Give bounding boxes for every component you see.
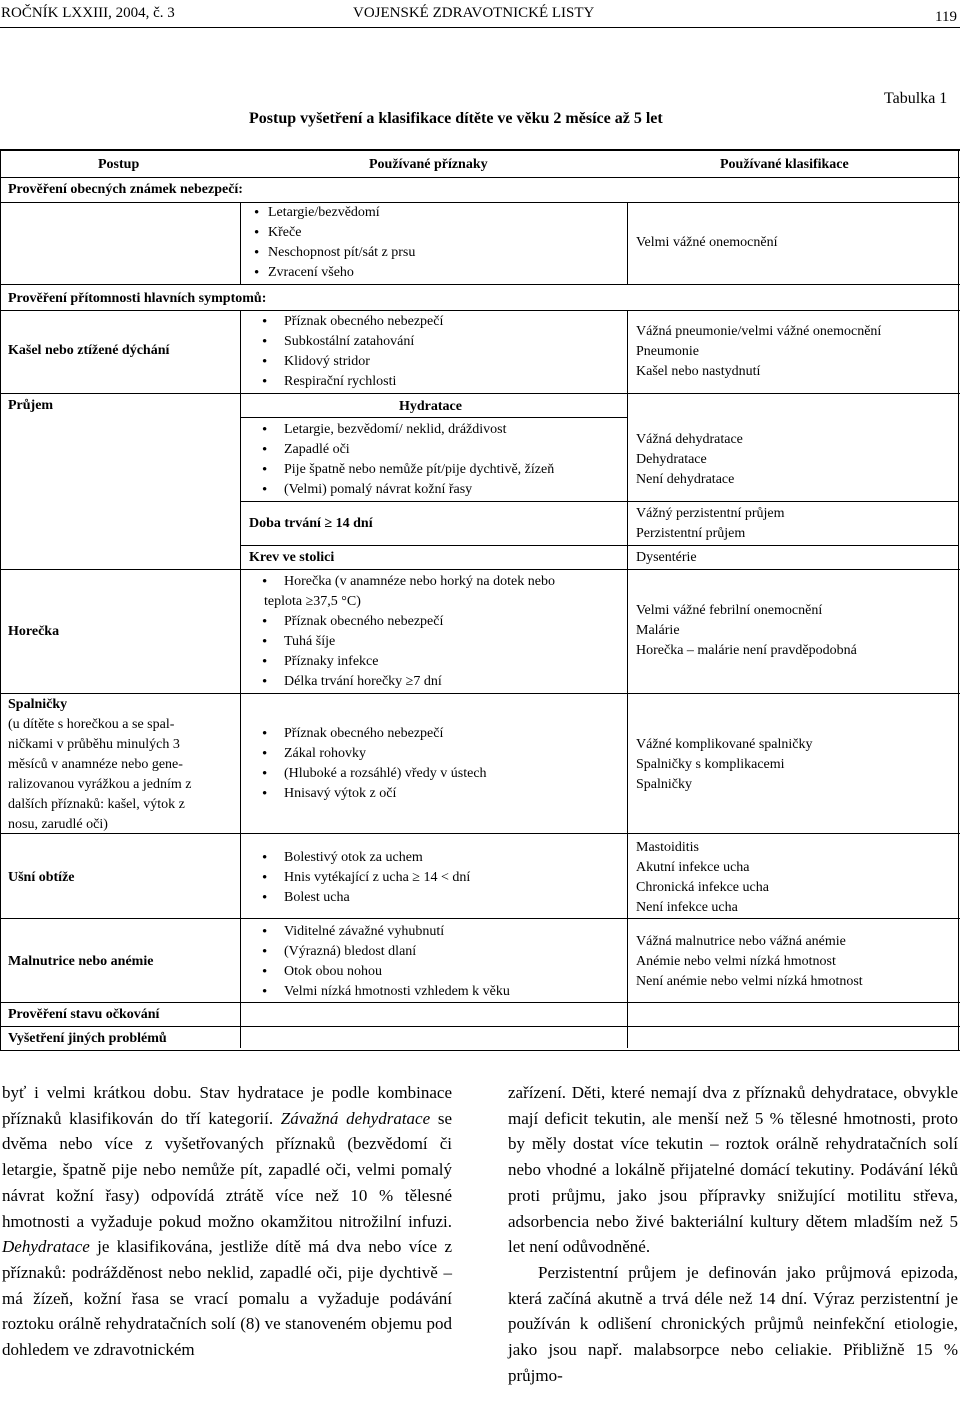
measles-desc-line: nosu, zarudlé oči) bbox=[8, 817, 108, 832]
list-item: Není anémie nebo velmi nízká hmotnost bbox=[636, 974, 863, 989]
blood-in-stool-label: Krev ve stolici bbox=[249, 550, 335, 565]
measles-desc-line: ralizovanou vyrážkou a jedním z bbox=[8, 777, 192, 792]
cough-signs-list bbox=[254, 312, 443, 392]
classification-cough bbox=[636, 322, 881, 382]
danger-signs-list bbox=[248, 203, 415, 283]
list-item: • Křeče bbox=[248, 223, 415, 243]
fever-signs-list bbox=[254, 572, 555, 692]
list-item: • Příznak obecného nebezpečí bbox=[254, 724, 487, 744]
row-rule bbox=[0, 310, 960, 311]
list-item: Není infekce ucha bbox=[636, 900, 738, 915]
list-item: • Otok obou nohou bbox=[254, 962, 510, 982]
term-dehydration: Dehydratace bbox=[2, 1237, 90, 1257]
list-item: Perzistentní průjem bbox=[636, 526, 746, 541]
row-rule bbox=[0, 918, 960, 919]
row-label-fever: Horečka bbox=[8, 624, 60, 639]
measles-desc-line: ničkami v průběhu minulých 3 bbox=[8, 737, 180, 752]
list-item: • Letargie/bezvědomí bbox=[248, 203, 415, 223]
measles-signs-list bbox=[254, 724, 487, 804]
list-item: • Zákal rohovky bbox=[254, 744, 487, 764]
list-item-continuation bbox=[254, 592, 555, 612]
body-text: se dvěma nebo více z vyšetřovaných příznaků (bezvědomí či letargie, špatně pije nebo nemůže pít, zapadlé oči, velmi pomalý návrat kožní řasy) odpovídá ztrátě více než 10 % tělesné hmotnosti a vyžaduje pokud možno okamžitou nitrožilní infuzi. bbox=[2, 1108, 453, 1231]
page-number: 119 bbox=[935, 9, 957, 25]
list-item: • (Velmi) pomalý návrat kožní řasy bbox=[254, 480, 554, 500]
measles-desc-line: dalších příznaků: kašel, výtok z bbox=[8, 797, 185, 812]
hydration-subheading: Hydratace bbox=[399, 399, 462, 414]
list-item: • Viditelné závažné vyhubnutí bbox=[254, 922, 510, 942]
list-item: • Tuhá šíje bbox=[254, 632, 555, 652]
hydration-signs-list bbox=[254, 420, 554, 500]
measles-title: Spalničky bbox=[8, 697, 68, 712]
list-item: Pneumonie bbox=[636, 344, 699, 359]
header-journal-issue: ROČNÍK LXXIII, 2004, č. 3 bbox=[1, 5, 175, 21]
row-label-malnutrition: Malnutrice nebo anémie bbox=[8, 954, 154, 969]
list-item: Mastoiditis bbox=[636, 840, 700, 855]
list-item: Vážná malnutrice nebo vážná anémie bbox=[636, 934, 846, 949]
malnutrition-signs-list bbox=[254, 922, 510, 1002]
classification-ear bbox=[636, 838, 769, 918]
list-item: • Letargie, bezvědomí/ neklid, dráždivost bbox=[254, 420, 554, 440]
body-column-right bbox=[508, 1080, 958, 1388]
row-label-ear: Ušní obtíže bbox=[8, 870, 75, 885]
list-item: • Bolestivý otok za uchem bbox=[254, 848, 470, 868]
list-item: Dehydratace bbox=[636, 452, 707, 467]
list-item: Vážná dehydratace bbox=[636, 432, 743, 447]
list-item: Horečka – malárie není pravděpodobná bbox=[636, 643, 857, 658]
list-item: Vážný perzistentní průjem bbox=[636, 506, 785, 521]
table-title: Postup vyšetření a klasifikace dítěte ve věku 2 měsíce až 5 let bbox=[249, 110, 663, 127]
section-general-danger: Prověření obecných známek nebezpečí: bbox=[8, 182, 243, 197]
list-item: • Zvracení všeho bbox=[248, 263, 415, 283]
list-item: • (Výrazná) bledost dlaní bbox=[254, 942, 510, 962]
list-item: • Subkostální zatahování bbox=[254, 332, 443, 352]
table-bottom-rule bbox=[0, 1050, 960, 1051]
table-label: Tabulka 1 bbox=[884, 90, 948, 107]
header-rule bbox=[0, 27, 960, 28]
header-journal-title: VOJENSKÉ ZDRAVOTNICKÉ LISTY bbox=[353, 5, 595, 21]
list-item: • Hnisavý výtok z očí bbox=[254, 784, 487, 804]
list-item: • Délka trvání horečky ≥7 dní bbox=[254, 672, 555, 692]
col-header-procedure: Postup bbox=[98, 157, 140, 172]
row-rule bbox=[0, 693, 960, 694]
duration-label: Doba trvání ≥ 14 dní bbox=[249, 516, 373, 531]
body-paragraph bbox=[2, 1080, 452, 1363]
body-paragraph: Perzistentní průjem je definován jako průjmová epizoda, která začíná akutně a trvá déle než 14 dní. Výraz perzistentní je používán k odlišení chronických průjmů neinfekční etiologie, jako jsou např. malabsorpce nebo celiakie. Přibližně 15 % průjmo- bbox=[508, 1262, 958, 1385]
list-item: Akutní infekce ucha bbox=[636, 860, 750, 875]
col-divider-1 bbox=[240, 202, 241, 284]
row-rule bbox=[240, 501, 958, 502]
term-severe-dehydration: Závažná dehydratace bbox=[280, 1108, 431, 1128]
classification-danger: Velmi vážné onemocnění bbox=[636, 235, 778, 250]
list-item: Vážné komplikované spalničky bbox=[636, 737, 813, 752]
list-item: • Příznak obecného nebezpečí bbox=[254, 612, 555, 632]
list-item: Anémie nebo velmi nízká hmotnost bbox=[636, 954, 836, 969]
list-item: • Příznaky infekce bbox=[254, 652, 555, 672]
col-divider-2 bbox=[627, 310, 628, 1048]
row-rule bbox=[0, 202, 960, 203]
list-item: • (Hluboké a rozsáhlé) vředy v ústech bbox=[254, 764, 487, 784]
col-divider-2 bbox=[627, 202, 628, 284]
measles-desc-line: měsíců v anamnéze nebo gene- bbox=[8, 757, 183, 772]
col-header-symptoms: Používané příznaky bbox=[369, 157, 488, 172]
fever-temperature-note: teplota ≥37,5 °C) bbox=[264, 594, 361, 609]
row-label-other-problems: Vyšetření jiných problémů bbox=[8, 1031, 167, 1046]
classification-fever bbox=[636, 601, 857, 661]
body-column-left bbox=[2, 1080, 452, 1363]
row-rule bbox=[0, 1026, 960, 1027]
list-item: • Velmi nízká hmotnosti vzhledem k věku bbox=[254, 982, 510, 1002]
row-label-measles bbox=[8, 695, 191, 835]
ear-signs-list bbox=[254, 848, 470, 908]
list-item: • Horečka (v anamnéze nebo horký na dotek nebo bbox=[254, 572, 555, 592]
list-item: • Neschopnost pít/sát z prsu bbox=[248, 243, 415, 263]
list-item: • Pije špatně nebo nemůže pít/pije dychtivě, žízeň bbox=[254, 460, 554, 480]
list-item: • Bolest ucha bbox=[254, 888, 470, 908]
list-item: Malárie bbox=[636, 623, 680, 638]
list-item: • Příznak obecného nebezpečí bbox=[254, 312, 443, 332]
list-item: • Respirační rychlosti bbox=[254, 372, 443, 392]
table-header-rule bbox=[0, 177, 960, 178]
measles-desc-line: (u dítěte s horečkou a se spal- bbox=[8, 717, 175, 732]
col-divider-1 bbox=[240, 310, 241, 1048]
list-item: • Zapadlé oči bbox=[254, 440, 554, 460]
list-item: Spalničky s komplikacemi bbox=[636, 757, 785, 772]
classification-malnutrition bbox=[636, 932, 863, 992]
classification-duration bbox=[636, 504, 785, 544]
row-label-diarrhea: Průjem bbox=[8, 398, 54, 413]
row-rule bbox=[240, 545, 958, 546]
section-main-symptoms: Prověření přítomnosti hlavních symptomů: bbox=[8, 291, 267, 306]
row-label-vaccination: Prověření stavu očkování bbox=[8, 1007, 160, 1022]
list-item: Chronická infekce ucha bbox=[636, 880, 769, 895]
list-item: Velmi vážné febrilní onemocnění bbox=[636, 603, 823, 618]
list-item: • Klidový stridor bbox=[254, 352, 443, 372]
row-rule bbox=[240, 417, 627, 418]
body-text: je klasifikována, jestliže dítě má dva nebo více z příznaků: podrážděnost nebo neklid, zapadlé oči, pije dychtivě – má žízeň, kožní řasa se vrací pomalu a vyžaduje podávání roztoku orálně rehydratačních solí (8) ve stanoveném objemu pod dohledem ve zdravotnickém bbox=[2, 1237, 452, 1360]
body-text: byť i velmi krátkou dobu. Stav hydratace je podle kombinace příznaků klasifikován do tří kategorií. bbox=[2, 1083, 452, 1128]
classification-dysentery: Dysentérie bbox=[636, 550, 697, 565]
body-paragraph: zařízení. Děti, které nemají dva z příznaků dehydratace, obvykle mají deficit tekutin, ale menší než 5 % tělesné hmotnosti, proto by měly dostat více tekutin – roztok orálně rehydratačních solí nebo vhodné a lokálně přijatelné domácí tekutiny. Podávání léků proti průjmu, jako jsou přípravky snižující motilitu střeva, adsorbencia nebo živé bakteriální kultury dětem mladším než 5 let není odůvodněné. bbox=[508, 1083, 958, 1257]
table-top-rule bbox=[0, 149, 960, 151]
row-rule bbox=[0, 569, 960, 570]
list-item: Kašel nebo nastydnutí bbox=[636, 364, 761, 379]
list-item: Spalničky bbox=[636, 777, 692, 792]
col-header-classifications: Používané klasifikace bbox=[720, 157, 849, 172]
row-label-cough: Kašel nebo ztížené dýchání bbox=[8, 343, 170, 358]
list-item: • Hnis vytékající z ucha ≥ 14 < dní bbox=[254, 868, 470, 888]
classification-measles bbox=[636, 735, 813, 795]
list-item: Není dehydratace bbox=[636, 472, 735, 487]
row-rule bbox=[0, 393, 960, 394]
row-rule bbox=[0, 1002, 960, 1003]
row-rule bbox=[0, 284, 960, 285]
classification-hydration bbox=[636, 430, 743, 490]
list-item: Vážná pneumonie/velmi vážné onemocnění bbox=[636, 324, 882, 339]
